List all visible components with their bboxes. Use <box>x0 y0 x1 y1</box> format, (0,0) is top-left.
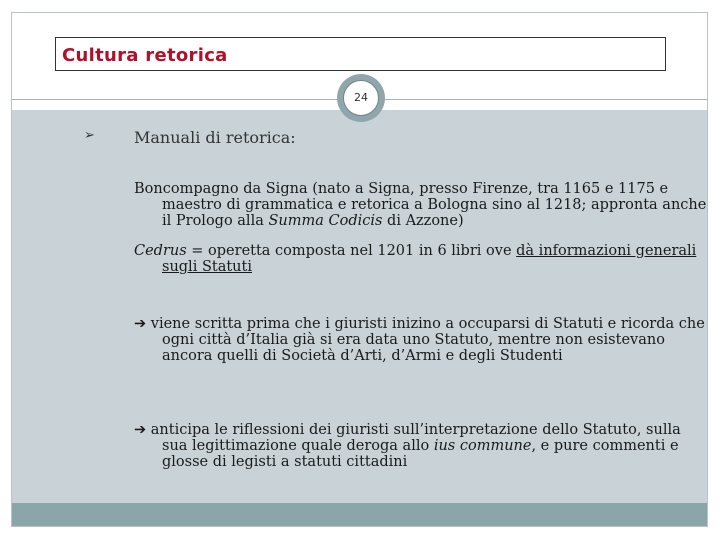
title-box <box>55 37 666 71</box>
paragraph-arrow-1 <box>134 316 707 364</box>
p4-text: anticipa le riflessioni dei giuristi sull’interpretazione dello Statuto, sulla sua legittimazione quale deroga allo <box>146 422 681 454</box>
paragraph-boncompagno <box>134 181 707 229</box>
slide-title: Cultura retorica <box>62 45 228 66</box>
p2-italic: Cedrus <box>134 243 187 259</box>
page-number: 24 <box>343 80 379 116</box>
p1-italic: Summa Codicis <box>268 213 383 229</box>
bullet-arrow-icon: ➢ <box>84 128 95 143</box>
p4-tail: , e pure commenti e glosse di legisti a statuti cittadini <box>162 438 679 470</box>
paragraph-arrow-2 <box>134 422 707 470</box>
p2-text: = operetta composta nel 1201 in 6 libri ove <box>186 243 517 259</box>
arrow-right-icon: ➔ <box>134 316 147 332</box>
p1-tail: di Azzone) <box>382 213 464 229</box>
slide-footer-bar <box>12 503 707 526</box>
p4-italic: ius commune <box>433 438 532 454</box>
p1-text: Boncompagno da Signa (nato a Signa, presso Firenze, tra 1165 e 1175 e maestro di grammatica e retorica a Bologna sino al 1218; approntа anche il Prologo alla <box>134 181 707 229</box>
p3-text: viene scritta prima che i giuristi inizino a occuparsi di Statuti e ricorda che ogni città d’Italia già si era data uno Statuto, mentre non esistevano ancora quelli di Società d’Arti, d’Armi e degli Studenti <box>146 316 705 364</box>
bullet-heading: Manuali di retorica: <box>134 128 296 147</box>
arrow-right-icon: ➔ <box>134 422 147 438</box>
page-number-badge <box>337 74 385 122</box>
paragraph-cedrus <box>134 243 707 275</box>
p2-underlined: dà informazioni generali sugli Statuti <box>162 243 697 275</box>
